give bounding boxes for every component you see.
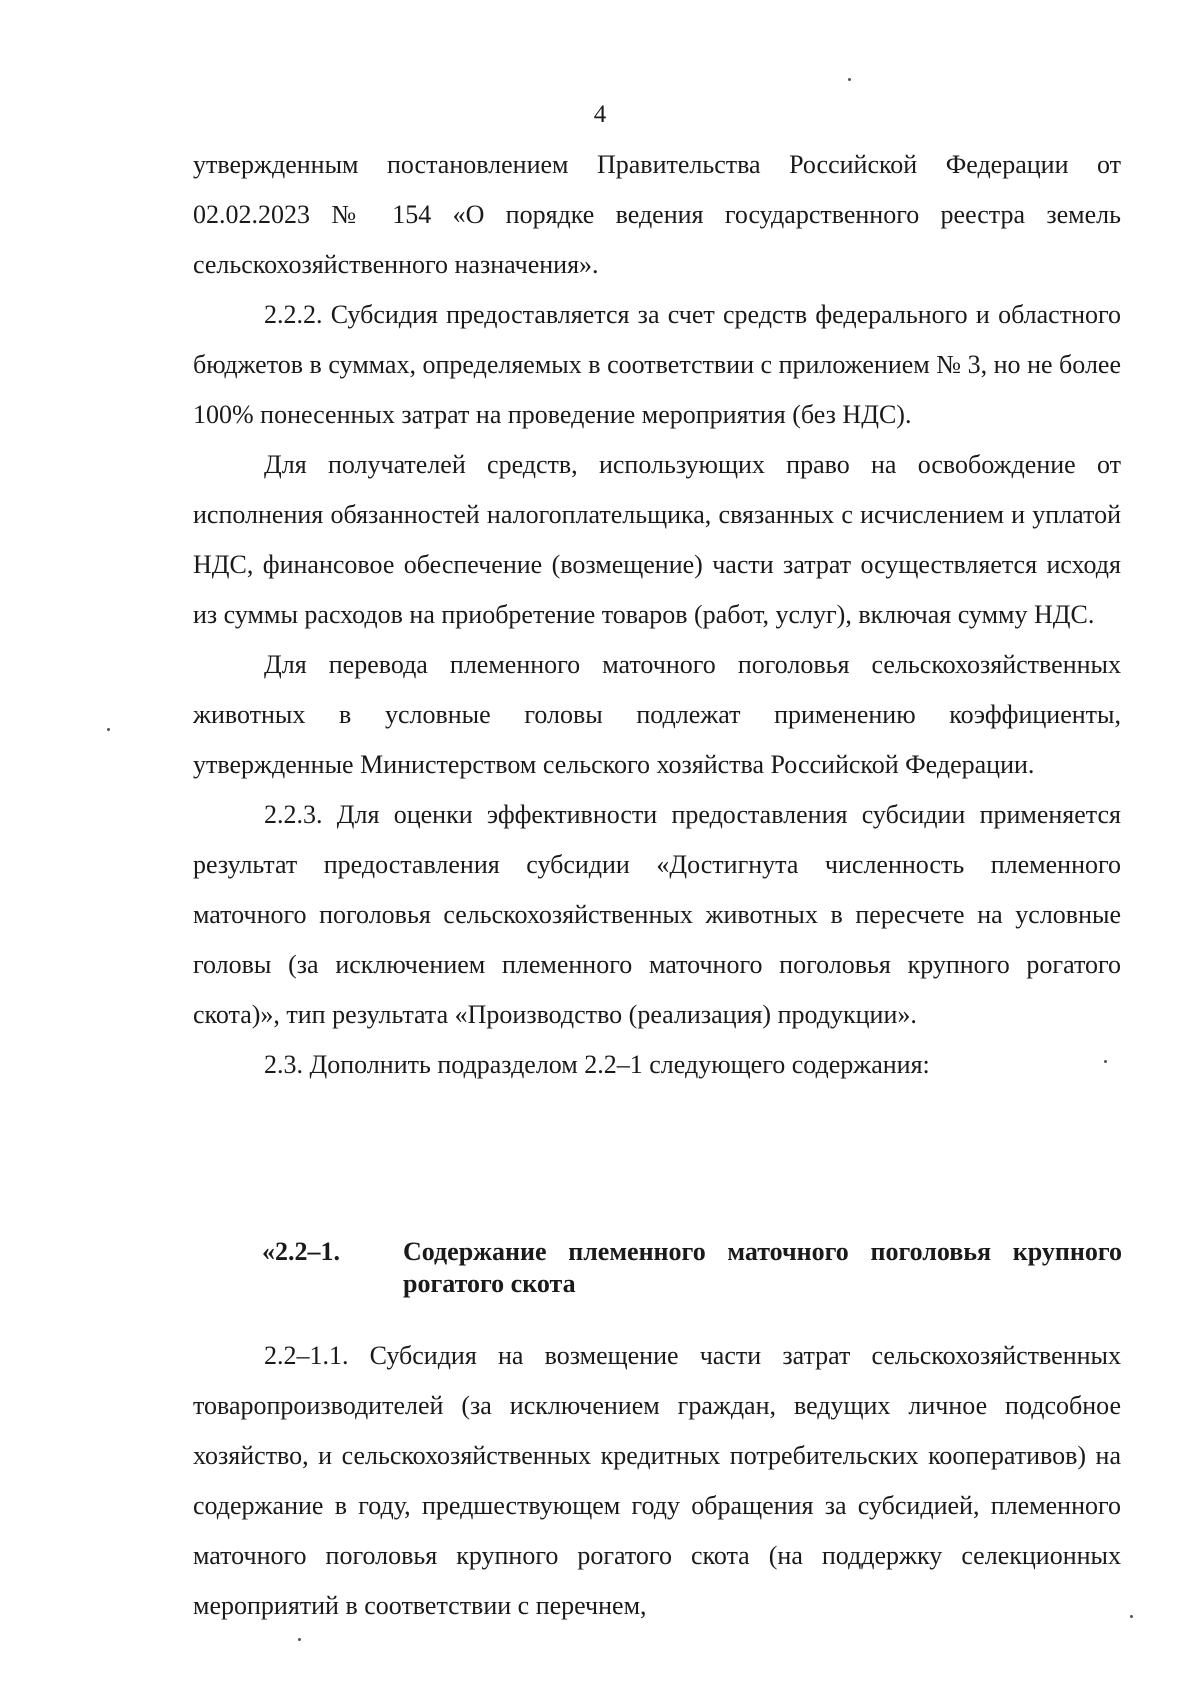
section-heading-number: «2.2–1. [262, 1237, 340, 1266]
paragraph-vat-exempt: Для получателей средств, использующих право на освобождение от исполнения обязанностей налогоплательщика, связанных с исчислением и уплатой НДС, финансовое обеспечение (возмещение) части затрат осуществляется исходя из суммы расходов на приобретение товаров (работ, услуг), включая сумму НДС. [193, 450, 1121, 629]
paragraph-2-3: 2.3. Дополнить подразделом 2.2–1 следующего содержания: [264, 1050, 930, 1079]
paragraph-2-2-1-1: 2.2–1.1. Субсидия на возмещение части затрат сельскохозяйственных товаропроизводителей (за исключением граждан, ведущих личное подсобное хозяйство, и сельскохозяйственных кредитных потребительских кооперативов) на содержание в году, предшествующем году обращения за субсидией, племенного маточного поголовья крупного рогатого скота (на поддержку селекционных мероприятий в соответствии с перечнем, [193, 1341, 1121, 1620]
paragraph-conversion-coefficients: Для перевода племенного маточного поголовья сельскохозяйственных животных в условные головы подлежат применению коэффициенты, утвержденные Министерством сельского хозяйства Российской Федерации. [193, 650, 1121, 779]
scan-speck [298, 1638, 301, 1641]
scan-speck [848, 78, 851, 81]
section-heading-title: Содержание племенного маточного поголовья крупного рогатого скота [403, 1237, 1122, 1298]
scan-speck [107, 728, 110, 731]
body-text-top [193, 140, 1121, 1090]
section-heading [262, 1236, 1122, 1300]
scan-speck [1130, 1615, 1133, 1618]
paragraph-continuation: утвержденным постановлением Правительства Российской Федерации от 02.02.2023 № 154 «О порядке ведения государственного реестра земель сельскохозяйственного назначения». [193, 150, 1121, 279]
body-text-bottom [193, 1331, 1121, 1631]
paragraph-2-2-2: 2.2.2. Субсидия предоставляется за счет средств федерального и областного бюджетов в суммах, определяемых в соответствии с приложением № 3, но не более 100% понесенных затрат на проведение мероприятия (без НДС). [193, 300, 1121, 429]
page-number: 4 [593, 101, 607, 128]
paragraph-2-2-3: 2.2.3. Для оценки эффективности предоставления субсидии применяется результат предоставления субсидии «Достигнута численность племенного маточного поголовья сельскохозяйственных животных в пересчете на условные головы (за исключением племенного маточного поголовья крупного рогатого скота)», тип результата «Производство (реализация) продукции». [193, 800, 1121, 1029]
scan-speck [1104, 1060, 1107, 1063]
